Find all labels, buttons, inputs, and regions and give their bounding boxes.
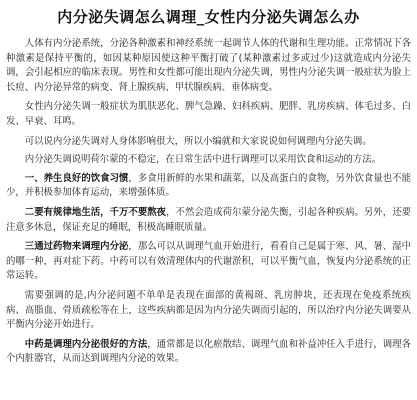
paragraph-emphasis bbox=[6, 289, 411, 333]
paragraph-text: ，不然会造成荷尔蒙分泌失衡，引起各种疾病。另外，还要注意多休息，保证充足的睡眠，积极高睡眠质量。 bbox=[6, 206, 411, 233]
paragraph-text: 人体有内分泌系统，分泌各种激素和神经系统一起调节人体的代谢和生理功能。正常情况下各种激素是保持平衡的，如因某种原因使这种平衡打破了(某种激素过多或过少)这就造成内分泌失调，会引起相应的临床表现。男性和女性都可能出现内分泌失调，男性内分泌失调一般症状为脸上长痘、内分泌异常的病变、肾上腺疾病、甲状腺疾病、垂体病变。 bbox=[6, 38, 411, 93]
paragraph-chinese-medicine bbox=[6, 338, 411, 367]
paragraph-lead: 三通过药物来调理内分泌 bbox=[24, 241, 129, 253]
paragraph-lifestyle bbox=[6, 206, 411, 235]
paragraph-female-symptoms bbox=[6, 100, 411, 129]
paragraph-lead: 一、养生良好的饮食习惯 bbox=[24, 172, 129, 184]
paragraph-lead: 二要有规律地生活，千万不要熬夜 bbox=[24, 206, 167, 218]
paragraph-diet bbox=[6, 172, 411, 201]
paragraph-text: ，那么可以从调理气血开始进行，看看自己是属于寒、风、暑、湿中的哪一种，再对症下药。中药可以有效清理体内的代谢淤积，可以平衡气血，恢复内分泌系统的正常运转。 bbox=[6, 241, 411, 282]
paragraph-text: ，多食用新鲜的水果和蔬菜，以及高蛋白的食物，另外饮食量也不能少，并积极参加体育运动，来增强体质。 bbox=[6, 172, 411, 199]
paragraph-text: ，通常都是以化瘀散结、调理气血和补益冲任入手进行，调理各个内脏器官，从而达到调理内分泌的效果。 bbox=[6, 338, 411, 365]
paragraph-text: 需要强调的是,内分泌问题不单单是表现在面部的黄褐斑、乳房肿块，还表现在免疫系统疾病、高脂血、骨质疏松等在上，这些疾病都是因为内分泌失调而引起的，所以治疗内分泌失调要从平衡内分泌开始进行。 bbox=[6, 289, 411, 331]
paragraph-intro bbox=[6, 37, 411, 95]
paragraph-text: 可以说内分泌失调对人身体影响很大，所以小编就和大家说说如何调理内分泌失调。 bbox=[24, 135, 372, 147]
article-body bbox=[0, 37, 417, 367]
paragraph-lead: 中药是调理内分泌很好的方法 bbox=[24, 338, 148, 350]
paragraph-text: 内分泌失调说明荷尔蒙的不稳定，在日常生活中进行调理可以采用饮食和运动的方法。 bbox=[24, 154, 382, 166]
paragraph-text: 女性内分泌失调一般症状为肌肤恶化、脾气急躁、妇科疾病、肥胖、乳房疾病、体毛过多、白发、早衰、耳鸣。 bbox=[6, 101, 411, 127]
article-title: 内分泌失调怎么调理_女性内分泌失调怎么办 bbox=[57, 8, 360, 26]
paragraph-method bbox=[6, 153, 411, 168]
paragraph-transition bbox=[6, 135, 411, 150]
paragraph-medicine bbox=[6, 240, 411, 284]
